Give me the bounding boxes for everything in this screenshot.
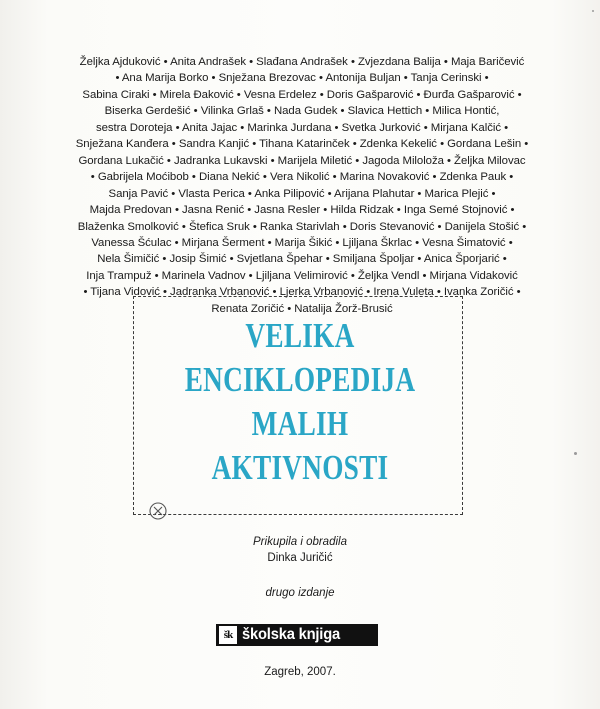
paper-speck bbox=[592, 10, 594, 12]
title-line: MALIH bbox=[251, 404, 349, 443]
compiler-credit bbox=[0, 534, 600, 566]
author-list bbox=[52, 54, 552, 317]
author-line: Renata Zoričić • Natalija Žorž-Brusić bbox=[211, 302, 393, 315]
author-line: Biserka Gerdešić • Vilinka Grlaš • Nada Gudek • Slavica Hettich • Milica Hontić, bbox=[104, 105, 500, 118]
title-line: ENCIKLOPEDIJA bbox=[184, 360, 416, 399]
title-line: VELIKA bbox=[245, 316, 355, 355]
author-line: • Tijana Vidović • Jadranka Vrbanović • Ljerka Vrbanović • Irena Vuleta • Ivanka Zoričić • bbox=[83, 286, 521, 299]
author-line: • Gabrijela Moćibob • Diana Nekić • Vera Nikolić • Marina Novaković • Zdenka Pauk • bbox=[90, 171, 514, 184]
circled-cross-mark-icon bbox=[148, 501, 168, 521]
author-line: Sanja Pavić • Vlasta Perica • Anka Pilipović • Arijana Plahutar • Marica Plejić • bbox=[108, 187, 496, 200]
editor-name: Dinka Juričić bbox=[267, 552, 333, 564]
imprint: Zagreb, 2007. bbox=[264, 666, 336, 678]
edition-note: drugo izdanje bbox=[265, 587, 335, 599]
title-line: AKTIVNOSTI bbox=[211, 448, 389, 487]
credit-role: Prikupila i obradila bbox=[253, 536, 347, 548]
author-line: Sabina Ciraki • Mirela Đaković • Vesna Erdelez • Doris Gašparović • Đurđa Gašparović • bbox=[82, 88, 522, 101]
author-line: Nela Šimičić • Josip Šimić • Svjetlana Špehar • Smiljana Špoljar • Anica Šporjarić • bbox=[97, 253, 507, 266]
author-line: Snježana Kanđera • Sandra Kanjić • Tihana Katarinček • Zdenka Kekelić • Gordana Lešin • bbox=[75, 138, 529, 151]
author-line: Vanessa Šćulac • Mirjana Šerment • Marija Šikić • Ljiljana Škrlac • Vesna Šimatović • bbox=[91, 236, 513, 249]
author-line: Željka Ajduković • Anita Andrašek • Slađana Andrašek • Zvjezdana Balija • Maja Baričević bbox=[79, 56, 525, 68]
author-line: sestra Doroteja • Anita Jajac • Marinka Jurdana • Svetka Jurković • Mirjana Kalčić • bbox=[95, 121, 509, 134]
publisher-logo-icon: šk bbox=[219, 626, 237, 644]
publisher-banner bbox=[216, 624, 378, 646]
author-line: Inja Trampuž • Marinela Vadnov • Ljiljana Velimirović • Željka Vendl • Mirjana Vidaković bbox=[86, 269, 518, 282]
author-line: • Ana Marija Borko • Snježana Brezovac • Antonija Buljan • Tanja Cerinski • bbox=[115, 72, 489, 85]
author-line: Blaženka Smolković • Štefica Sruk • Ranka Starivlah • Doris Stevanović • Danijela Stošić • bbox=[77, 220, 527, 233]
book-title bbox=[66, 314, 534, 490]
author-line: Majda Predovan • Jasna Renić • Jasna Resler • Hilda Ridzak • Inga Semé Stojnović • bbox=[89, 204, 515, 217]
publisher-name: školska knjiga bbox=[242, 626, 341, 643]
author-line: Gordana Lukačić • Jadranka Lukavski • Marijela Miletić • Jagoda Miloloža • Željka Milovac bbox=[78, 154, 526, 167]
paper-speck bbox=[574, 452, 577, 455]
